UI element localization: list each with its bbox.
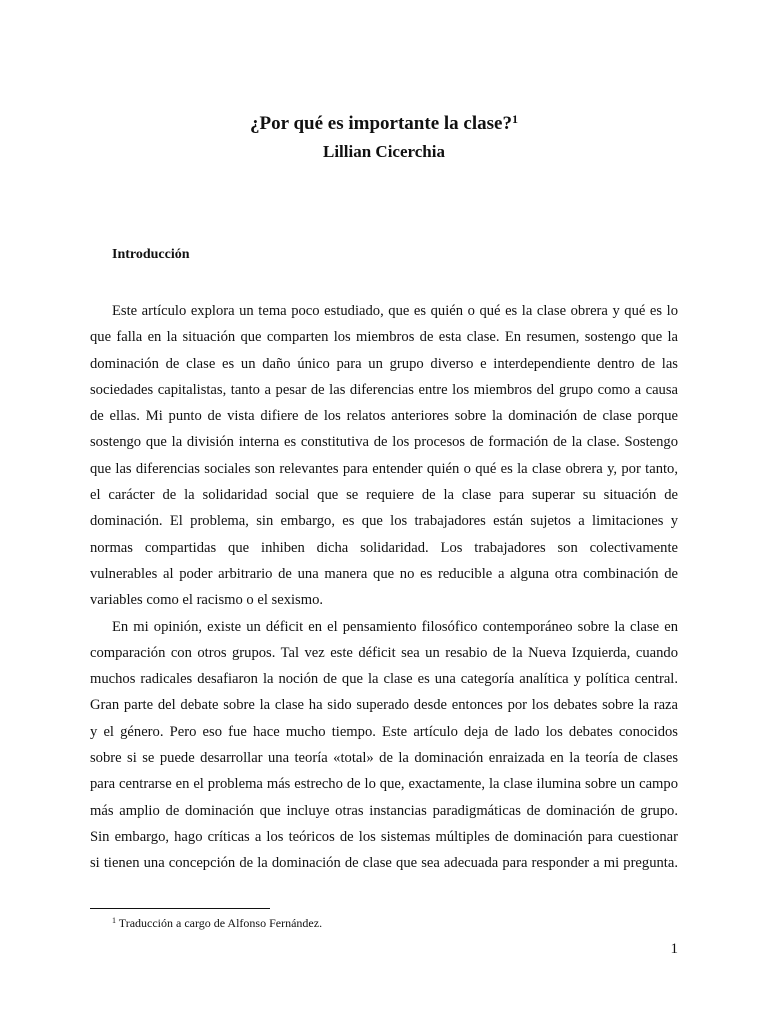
paragraph-line: muchos radicales desafiaron la noción de que la clase es una categoría analítica y política central. — [90, 671, 678, 688]
paragraph-line: que falla en la situación que comparten los miembros de esta clase. En resumen, sostengo que la — [90, 329, 678, 346]
paragraph-line: más amplio de dominación que incluye otras instancias paradigmáticas de dominación de grupo. — [90, 802, 678, 819]
section-heading: Introducción — [112, 247, 190, 262]
paragraph-line: dominación de clase es un daño único para un grupo diverso e interdependiente dentro de las — [90, 355, 678, 372]
page-number: 1 — [670, 941, 678, 957]
footnote-text: Traducción a cargo de Alfonso Fernández. — [118, 916, 323, 930]
paragraph-line: En mi opinión, existe un déficit en el pensamiento filosófico contemporáneo sobre la clase en — [112, 618, 678, 635]
author-name: Lillian Cicerchia — [323, 142, 445, 161]
paragraph-line: Este artículo explora un tema poco estudiado, que es quién o qué es la clase obrera y qué es lo — [112, 303, 678, 319]
title-footnote-mark[interactable]: 1 — [511, 112, 518, 126]
paragraph-line: sociedades capitalistas, tanto a pesar de las diferencias entre los miembros del grupo como a causa — [90, 381, 678, 398]
paragraph-line: dominación. El problema, sin embargo, es que los trabajadores están sujetos a limitaciones y — [90, 513, 678, 530]
paragraph-line: comparación con otros grupos. Tal vez este déficit sea un resabio de la Nueva Izquierda, cuando — [90, 644, 678, 661]
paragraph-line: el carácter de la solidaridad social que se requiere de la clase para superar su situación de — [90, 487, 678, 504]
document-title — [0, 112, 768, 136]
paragraph-line: para centrarse en el problema más estrecho de lo que, exactamente, la clase ilumina sobre un campo — [90, 776, 678, 793]
paragraph-line: vulnerables al poder arbitrario de una manera que no es reducible a alguna otra combinación de — [90, 565, 678, 582]
paragraph-line: que las diferencias sociales son relevantes para entender quién o qué es la clase obrera y, por tanto, — [90, 460, 678, 477]
footnote-separator — [90, 908, 270, 909]
paragraph-2 — [90, 614, 678, 877]
paragraph-line: Sin embargo, hago críticas a los teóricos de los sistemas múltiples de dominación para cuestionar — [90, 828, 678, 845]
paragraph-line: si tienen una concepción de la dominación de clase que sea adecuada para responder a mi pregunta. — [90, 855, 678, 872]
paragraph-line: y el género. Pero eso fue hace mucho tiempo. Este artículo deja de lado los debates conocidos — [90, 723, 678, 740]
paragraph-line: normas compartidas que inhiben dicha solidaridad. Los trabajadores son colectivamente — [90, 539, 678, 556]
paragraph-1 — [90, 298, 678, 614]
body-text — [90, 298, 678, 877]
footnote — [112, 915, 322, 931]
title-text: ¿Por qué es importante la clase? — [250, 113, 512, 134]
paragraph-line: sobre si se puede desarrollar una teoría «total» de la dominación enraizada en la teoría de clases — [90, 750, 678, 767]
footnote-mark: 1 — [112, 916, 116, 925]
paragraph-line: de ellas. Mi punto de vista difiere de los relatos anteriores sobre la dominación de clase porque — [90, 408, 678, 425]
paragraph-line: Gran parte del debate sobre la clase ha sido superado desde entonces por los debates sobre la raza — [90, 697, 678, 714]
paragraph-line: sostengo que la división interna es constitutiva de los procesos de formación de la clase. Sostengo — [90, 434, 678, 451]
paragraph-line: variables como el racismo o el sexismo. — [90, 592, 324, 609]
